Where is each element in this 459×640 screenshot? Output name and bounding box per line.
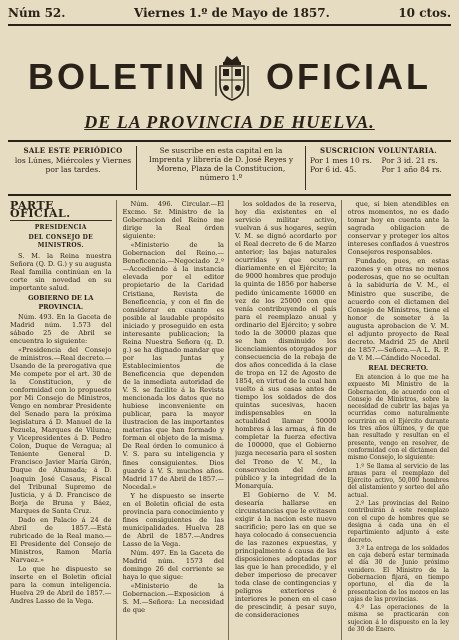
paragraph: En atencion á lo que me ha expuesto Mi Ministro de la Gobernacion, de acuerdo con el Consejo de Ministros, sobre la necesidad de cubrir las bajas ya ocurridas como naturalmente ocurrirán en el Ejército durante los tres años últimos, y de que han resultado y resultan en el presente, vengo en resolver, de conformidad con el dictámen del mismo Consejo, lo siguiente: bbox=[347, 373, 449, 462]
info-rule bbox=[8, 194, 451, 196]
paragraph: «Presidencia del Consejo de ministros.—Real decreto.—Usando de la prerogativa que Me compete por el art. 30 de la Constitucion, y de conformidad con lo propuesto por Mi Consejo de Ministros, Vengo en nombrar Presidente del Senado para la próxima legislatura á D. Manuel de la Pezuela, Marques de Viluma; y Vicepresidentes á D. Pedro Colon, Duque de Veragua; al Teniente General D. Francisco Javier María Girón, Duque de Ahumada; á D. Joaquin José Casaus, Fiscal del Tribunal Supremo de Justicia, y á D. Francisco de Borja de Bruna y Báez, Marques de Santa Cruz. bbox=[10, 345, 112, 515]
prices-title: SUSCRICION VOLUNTARIA. bbox=[320, 146, 437, 155]
issue-price: 10 ctos. bbox=[398, 6, 451, 20]
column-3 bbox=[235, 200, 342, 640]
price-row: Por 3 id. 21 rs. bbox=[381, 156, 438, 165]
dateline bbox=[8, 4, 451, 22]
subscription-info bbox=[10, 146, 451, 190]
price-row: Por 1 mes 10 rs. bbox=[310, 156, 372, 165]
coat-of-arms-icon bbox=[214, 52, 250, 104]
masthead-title bbox=[8, 48, 451, 112]
paragraph: «Ministerio de la Gobernacion.—Exposicion á S. M.—Señora: La necesidad de que bbox=[122, 582, 224, 615]
paragraph: Y he dispuesto se inserte en el Boletin oficial de esta provincia para conocimiento y fines consiguientes de las municipalidades. Huelva 28 de Abril de 1857.—Andres Lasso de la Vega. bbox=[122, 491, 224, 548]
schedule-title: SALE ESTE PERIÓDICO bbox=[23, 146, 123, 155]
paragraph: Dado en Palacio á 24 de Abril de 1857.—Está rubricado de la Real mano.—El Presidente del Consejo de Ministros, Ramon María Narvaez.» bbox=[10, 515, 112, 564]
paragraph: «Ministerio de la Gobernacion del Reino.—Beneficencia.—Negociado 2.º—Accediendo á la instancia elevada por el editor propietario de la Caridad Cristiana, Revista de Beneficencia, y con el fin de considerar en cuanto es posible al laudable propósito iniciado y proseguido en esta interesante publicacion; la Reina Nuestra Señora (q. D. g.) se ha dignado mandar que por las Juntas y Establecimientos de Beneficencia que dependen de la inmediata autoridad de V. S. se facilite á la Revista mencionada los datos que no hubiese inconveniente en publicar, para la mayor ilustracion de las importantes materias que han formado y forman el objeto de la misma. De Real órden lo comunico á V. S. para su inteligencia y fines consiguientes. Dios guarde á V. S. muchos años. Madrid 17 de Abril de 1857.—Nocedal.» bbox=[122, 241, 224, 491]
issue-number: Núm 52. bbox=[8, 6, 66, 20]
paragraph: 4.º Las operaciones de la misma se practicarán con sujecion á lo dispuesto en la ley de 30 de Enero. bbox=[347, 604, 449, 634]
paragraph: Lo que he dispuesto se inserte en el Boletin oficial para la comun inteligencia. Huelva 29 de Abril de 1857.—Andres Lasso de la Vega. bbox=[10, 565, 112, 606]
paragraph: los soldados de la reserva, hoy dia existentes en el servicio militar activo, vuelvan á sus hogares, según V. M. se dignó acordarlo por el Real decreto de 6 de Marzo anterior; las bajas naturales ocurridas y que ocurran diariamente en el Ejército; la de 9000 hombres que produjo la quinta de 1856 por haberse pedido únicamente 16000 en vez de los 25000 con que venía contribuyendo el país para el reemplazo anual y ordinario del Ejército; y sobre todo la de 30000 plazas que se han disminuido los licenciamientos otorgados por consecuencia de la rebaja de dos años concedida á la clase de tropa en 12 de Agosto de 1854, en virtud de la cual han vuelto á sus casas antes de tiempo los soldados de dos quintas sucesivas, hacen indispensables en la actualidad llamar 50000 hombres á las armas, á fin de completar la fuerza efectiva de 100000, que el Gobierno juzga necesaria para el sosten del Trono de V. M., la conservacion del órden público y la integridad de la Monarquía. bbox=[235, 200, 337, 490]
paragraph: 3.º La entrega de los soldados en caja deberá estar terminada el día 30 de Junio próximo venidero. El Ministro de la Gobernacion fijará, en tiempo oportuno, el dia de la presentacion de los mozos en las cajas de las provincias. bbox=[347, 544, 449, 603]
paragraph: 1.º Se llama al servicio de las armas para el reemplazo del Ejército activo, 50,000 hombres del alistamiento y sorteo del año actual. bbox=[347, 462, 449, 499]
top-rule bbox=[8, 24, 451, 26]
article-columns bbox=[10, 200, 453, 640]
paragraph: S. M. la Reina nuestra Señora (Q. D. G.) y su augusta Real familia continúan en la corte sin novedad en su importante salud. bbox=[10, 252, 112, 293]
paragraph: 2.º Las provincias del Reino contribuirán á este reemplazo con el cupo de hombres que se designa á cada una en el repartimiento adjunto á este decreto. bbox=[347, 500, 449, 544]
section-title: PARTE OFICIAL. bbox=[10, 202, 112, 221]
price-row: Por 6 id. 45. bbox=[310, 165, 357, 174]
publication-schedule bbox=[10, 146, 137, 190]
paragraph: Núm. 496. Circular.—El Excmo. Sr. Ministro de la Gobernacion del Reino me dirige la Real órden siguiente: bbox=[122, 200, 224, 241]
section-government: GOBIERNO DE LA PROVINCIA. bbox=[28, 294, 94, 311]
schedule-text: los Lúnes, Miércoles y Viernes por las tardes. bbox=[14, 156, 132, 174]
price-row: Por 1 año 84 rs. bbox=[381, 165, 442, 174]
column-2 bbox=[123, 200, 230, 640]
paragraph: que, si bien atendibles en otros momentos, no es dado tomar hoy en cuenta ante la sagrada obligacion de conservar y proteger los altos intereses confiados á vuestros Consejeros responsables. bbox=[347, 200, 449, 257]
decree-heading: REAL DECRETO. bbox=[368, 363, 429, 372]
section-council: DEL CONSEJO DE MINISTROS. bbox=[28, 234, 94, 250]
subscription-location bbox=[137, 146, 306, 190]
column-4 bbox=[348, 200, 454, 640]
subscription-prices bbox=[306, 146, 451, 190]
column-1 bbox=[10, 200, 117, 640]
subtitle-rule bbox=[8, 140, 451, 142]
masthead-subtitle: DE LA PROVINCIA DE HUELVA. bbox=[84, 112, 375, 132]
paragraph: El Gobierno de V. M. desearía hallarse en circunstancias que le evitasen exigir á la nacion este nuevo sacrificio; pero las en que se haya colocado á consecuencia de las razones expuestas, y principalmente á causa de las disposiciones adoptadas por las que le han precedido, y el deber imperioso de precaver toda clase de contingencias y peligros exteriores é interiores le ponen en el caso de prescindir, á pesar suyo, de consideraciones bbox=[235, 490, 337, 620]
paragraph: Núm. 497. En la Gaceta de Madrid núm. 1573 del domingo 26 del corriente se haya lo que sigue: bbox=[122, 549, 224, 582]
section-presidency: PRESIDENCIA bbox=[34, 224, 87, 232]
location-text: Se suscribe en esta capital en la Imprenta y librería de D. José Reyes y Moreno, Plaza de la Constitucion, número 1.º bbox=[148, 146, 294, 182]
title-right: OFICIAL bbox=[266, 56, 431, 97]
title-left: BOLETIN bbox=[28, 56, 207, 97]
issue-date: Viernes 1.º de Mayo de 1857. bbox=[133, 6, 330, 20]
paragraph: Núm. 493. En la Gaceta de Madrid núm. 1.573 del sábado 25 de Abril se encuentra lo siguiente: bbox=[10, 312, 112, 345]
paragraph: Fundado, pues, en estas razones y en otras no menos poderosas, que no se ocultan á la sabiduría de V. M., el Ministro que suscribe, de acuerdo con el dictamen del Consejo de Ministros, tiene el honor de someter á la augusta aprobacion de V. M. el adjunto proyecto de Real decreto. Madrid 25 de Abril de 1857.—Señora.—A L. R. P. de V. M.—Cándido Nocedal. bbox=[347, 257, 449, 362]
